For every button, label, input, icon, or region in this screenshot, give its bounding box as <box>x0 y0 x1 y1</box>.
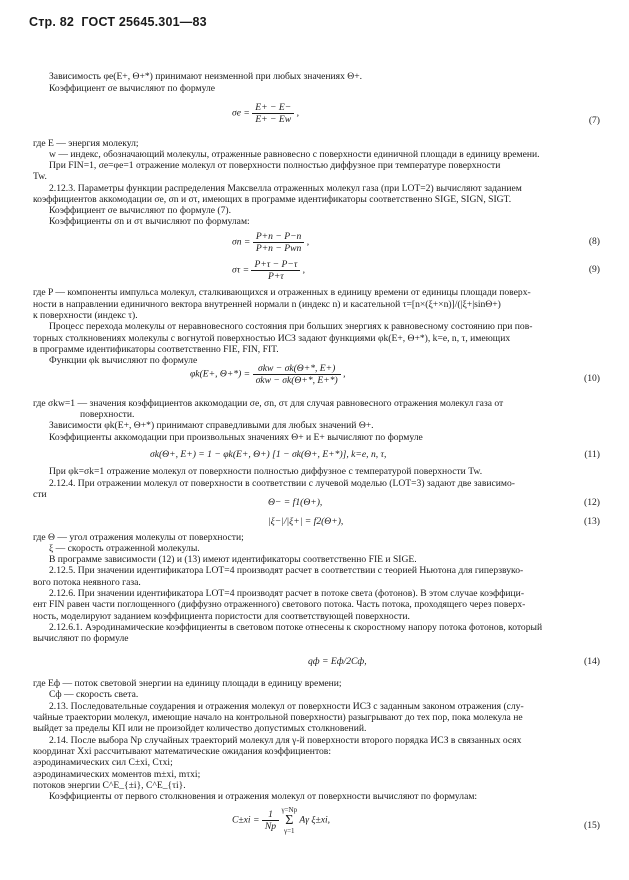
text-line: торных столкновениях молекулы с вогнутой поверхностью ИСЗ задают функциями φk(E+, Θ+*), k=e, n, τ, имеющих <box>33 333 511 344</box>
text-line: 2.12.4. При отражении молекул от поверхности в соответствии с лучевой моделью (LOT=3) задают две зависимо- <box>49 478 515 489</box>
page-number: Стр. 82 <box>29 15 75 29</box>
text-line: Коэффициенты от первого столкновения и отражения молекул от поверхности вычисляют по формулам: <box>49 791 478 802</box>
text-line: w — индекс, обозначающий молекулы, отраженные равновесно с поверхности единичной площади в единицу времени. <box>49 149 540 160</box>
text-line: 2.12.3. Параметры функции распределения Максвелла отраженных молекул газа (при LOT=2) вычисляют заданием <box>49 183 522 194</box>
equation-11: σk(Θ+, E+) = 1 − φk(E+, Θ+) [1 − σk(Θ+, E+*)], k=e, n, τ, <box>150 449 387 460</box>
text-line: В программе зависимости (12) и (13) имеют идентификаторы соответственно FIE и SIGE. <box>49 554 417 565</box>
text-line: Коэффициенты σn и στ вычисляют по формулам: <box>49 216 250 227</box>
text-line: ность, моделируют заданием коэффициента пористости для соответствующей поверхности. <box>33 611 410 622</box>
text-line: поверхности. <box>80 409 135 420</box>
text-line: где P — компоненты импульса молекул, сталкивающихся и отраженных в единицу времени от единицы площади поверх- <box>33 287 531 298</box>
text-line: где σkw=1 — значения коэффициентов аккомодации σe, σn, στ для случая равновесного отражения молекул газа от <box>33 398 504 409</box>
text-line: 2.12.6.1. Аэродинамические коэффициенты в световом потоке отнесены к скоростному напору потока фотонов, который <box>49 622 543 633</box>
text-line: При φk=σk=1 отражение молекул от поверхности полностью диффузное с температурой поверхности Tw. <box>49 466 483 477</box>
text-line: Коэффициент σe вычисляют по формуле (7). <box>49 205 231 216</box>
equation-number: (13) <box>584 516 600 527</box>
text-line: к поверхности (индекс τ). <box>33 310 138 321</box>
text-line: ности в направлении единичного вектора внутренней нормали n (индекс n) и касательной τ=[n×(ξ+×n)]/(|ξ+|sinΘ+) <box>33 299 501 310</box>
text-line: Зависимость φe(E+, Θ+*) принимают неизменной при любых значениях Θ+. <box>49 71 363 82</box>
text-line: аэродинамических моментов m±xi, mτxi; <box>33 769 201 780</box>
text-line: Tw. <box>33 171 47 182</box>
text-line: Коэффициенты аккомодации при произвольных значениях Θ+ и E+ вычисляют по формуле <box>49 432 423 443</box>
text-line: где E — энергия молекул; <box>33 138 139 149</box>
text-line: выйдет за пределы КП или не произойдет количество допустимых столкновений. <box>33 723 367 734</box>
equation-12: Θ− = f1(Θ+), <box>268 497 323 508</box>
text-line: сти <box>33 489 47 500</box>
text-line: 2.13. Последовательные соударения и отражения молекул от поверхности ИСЗ с заданным законом отражения (слу- <box>49 701 524 712</box>
text-line: Функции φk вычисляют по формуле <box>49 355 198 366</box>
text-line: где Eф — поток световой энергии на единицу площади в единицу времени; <box>33 678 342 689</box>
text-line: вого потока неявного газа. <box>33 577 141 588</box>
text-line: где Θ — угол отражения молекулы от поверхности; <box>33 532 244 543</box>
equation-number: (12) <box>584 497 600 508</box>
equation-number: (8) <box>588 236 600 247</box>
equation-14: qф = Eф/2Cф, <box>308 656 367 667</box>
equation-7: σe = $\frac{E+ - E-}{E+ - Ew}$ , <box>232 102 300 125</box>
equation-number: (10) <box>584 373 600 384</box>
equation-9: στ = $\frac{P+\tau - P-\tau}{P+\tau}$ , <box>232 259 306 282</box>
equation-number: (11) <box>584 449 600 460</box>
equation-number: (9) <box>588 264 600 275</box>
text-line: аэродинамических сил C±xi, Cτxi; <box>33 757 173 768</box>
equation-number: (14) <box>584 656 600 667</box>
text-line: потоков энергии C^E_{±i}, C^E_{τi}. <box>33 780 186 791</box>
text-line: ент FIN равен части поглощенного (диффузно отраженного) светового потока. Часть потока, проходящего через поверх- <box>33 599 526 610</box>
equation-10: φk(E+, Θ+*) = $\frac{\text{σkw − σk(Θ+*, E+)}}{\text{σkw − σk(Θ+*, E+*)}}$ , <box>190 363 346 386</box>
equation-number: (15) <box>584 820 600 831</box>
text-line: Процесс перехода молекулы от неравновесного состояния при больших энергиях к равновесному состоянию при пов- <box>49 321 533 332</box>
equation-number: (7) <box>588 115 600 126</box>
text-line: координат Xxi рассчитывают математические ожидания коэффициентов: <box>33 746 332 757</box>
text-line: Зависимости φk(E+, Θ+*) принимают справедливыми для любых значений Θ+. <box>49 420 374 431</box>
text-line: Cф — скорость света. <box>49 689 139 700</box>
text-line: вычисляют по формуле <box>33 633 129 644</box>
text-line: в программе идентификаторы соответственно FIE, FIN, FIT. <box>33 344 279 355</box>
text-line: ξ — скорость отраженной молекулы. <box>49 543 200 554</box>
text-line: 2.12.6. При значении идентификатора LOT=4 производят расчет в потоке света (фотонов). В этом случае коэффици- <box>49 588 525 599</box>
page-header <box>29 15 207 29</box>
equation-13: |ξ−|/|ξ+| = f2(Θ+), <box>268 516 344 527</box>
equation-15: C±xi = $\frac{1}{Np}$ γ=Np Σ γ=1 Aγ ξ±xi, <box>232 806 331 835</box>
equation-8: σn = $\frac{P+n - P-n}{\text{P+n − Pwn}}$ , <box>232 231 310 254</box>
text-line: 2.12.5. При значении идентификатора LOT=4 производят расчет в соответствии с теорией Ньютона для гиперзвуко- <box>49 565 524 576</box>
text-line: коэффициентов аккомодации σe, σn и στ, имеющих в программе идентификаторы соответственно SIGE, SIGN, SIGT. <box>33 194 512 205</box>
text-line: чайные траектории молекул, имеющие начало на контрольной поверхности) разыгрывают до тех пор, пока молекула не <box>33 712 523 723</box>
gost-code: ГОСТ 25645.301—83 <box>81 15 207 29</box>
text-line: При FIN=1, σe=φe=1 отражение молекул от поверхности полностью диффузное при температуре поверхности <box>49 160 501 171</box>
text-line: 2.14. После выбора Np случайных траекторий молекул для γ-й поверхности второго порядка ИСЗ в связанных осях <box>49 735 522 746</box>
text-line: Коэффициент σe вычисляют по формуле <box>49 83 215 94</box>
